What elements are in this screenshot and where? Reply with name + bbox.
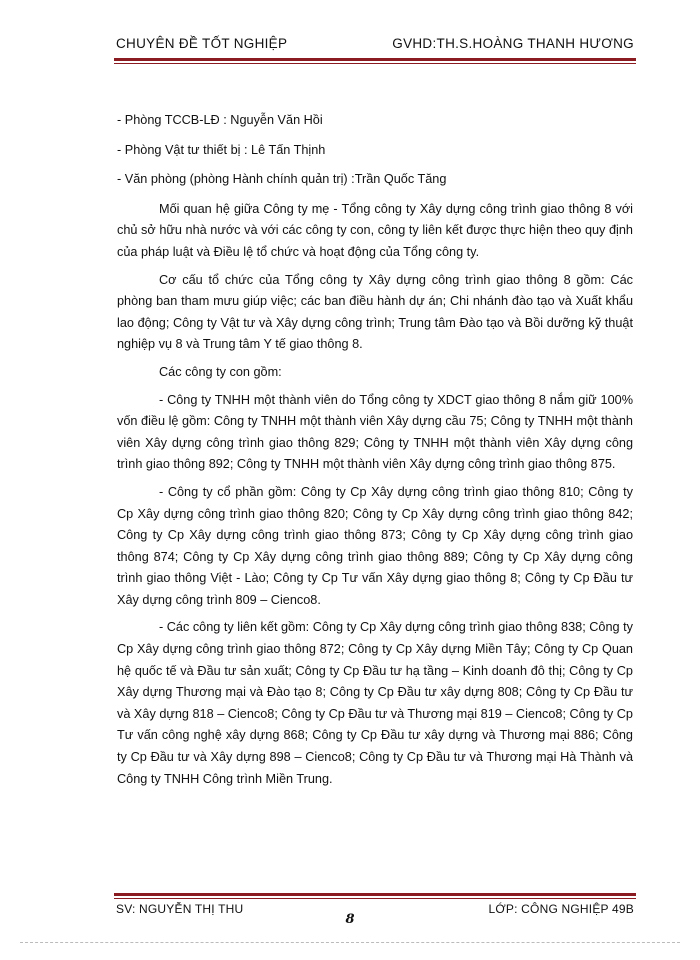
footer-rule-thin	[114, 898, 636, 899]
page-number: 8	[345, 912, 355, 927]
department-line: - Phòng Vật tư thiết bị : Lê Tấn Thịnh	[117, 142, 326, 157]
paragraph-relationship: Mối quan hệ giữa Công ty mẹ - Tổng công ty Xây dựng công trình giao thông 8 với chủ sở hữu nhà nước và với các công ty con, công ty liên kết được thực hiện theo quy định của pháp luật và Điều lệ tổ chức và hoạt động của Tổng công ty.	[117, 201, 633, 259]
header-supervisor: GVHD:TH.S.HOÀNG THANH HƯƠNG	[392, 36, 634, 51]
paragraph-subsidiaries-intro: Các công ty con gồm:	[159, 364, 282, 379]
header-course-title: CHUYÊN ĐỀ TỐT NGHIỆP	[116, 36, 288, 51]
paragraph-affiliates: - Các công ty liên kết gồm: Công ty Cp Xây dựng công trình giao thông 838; Công ty Cp Xây dựng công trình giao thông 872; Công ty Cp Xây dựng Miền Tây; Công ty Cp Quan hệ quốc tế và Đầu tư sản xuất; Công ty Cp Đầu tư hạ tầng – Kinh doanh đô thị; Công ty Cp Xây dựng Thương mại và Đào tạo 8; Công ty Cp Đầu tư xây dựng 808; Công ty Cp Đầu tư và Xây dựng 818 – Cienco8; Công ty Cp Đầu tư và Thương mại 819 – Cienco8; Công ty Cp Tư vấn công nghệ xây dựng 868; Công ty Cp Đầu tư xây dựng và Thương mại 886; Công ty Cp Đầu tư và Xây dựng 898 – Cienco8; Công ty Cp Đầu tư và Thương mại Hà Thành và Công ty TNHH Công trình Miền Trung.	[117, 620, 633, 786]
footer-student: SV: NGUYỄN THỊ THU	[116, 902, 244, 916]
page-break-dashed-line	[20, 942, 680, 943]
footer-rule-thick	[114, 893, 636, 896]
header-rule-thick	[114, 58, 636, 61]
page-header	[116, 36, 634, 56]
paragraph-joint-stock: - Công ty cổ phần gồm: Công ty Cp Xây dựng công trình giao thông 810; Công ty Cp Xây dựng công trình giao thông 820; Công ty Cp Xây dựng công trình giao thông 842; Công ty Cp Xây dựng công trình giao thông 873; Công ty Cp Xây dựng công trình giao thông 874; Công ty Cp Xây dựng công trình giao thông 889; Công ty Cp Xây dựng công trình giao thông Việt - Lào; Công ty Cp Tư vấn Xây dựng giao thông 8; Công ty Cp Đầu tư Xây dựng công trình 809 – Cienco8.	[117, 484, 633, 607]
paragraph-llc-subsidiaries: - Công ty TNHH một thành viên do Tổng công ty XDCT giao thông 8 nắm giữ 100% vốn điều lệ gồm: Công ty TNHH một thành viên Xây dựng cầu 75; Công ty TNHH một thành viên Xây dựng công trình giao thông 829; Công ty TNHH một thành viên Xây dựng công trình giao thông 892; Công ty TNHH một thành viên Xây dựng công trình giao thông 875.	[117, 392, 633, 472]
department-line: - Phòng TCCB-LĐ : Nguyễn Văn Hồi	[117, 113, 323, 127]
department-line: - Văn phòng (phòng Hành chính quản trị) :Trần Quốc Tăng	[117, 172, 447, 187]
paragraph-structure: Cơ cấu tổ chức của Tổng công ty Xây dựng công trình giao thông 8 gồm: Các phòng ban tham mưu giúp việc; các ban điều hành dự án; Chi nhánh đào tạo và Xuất khẩu lao động; Công ty Vật tư và Xây dựng công trình; Trung tâm Đào tạo và Bồi dưỡng kỹ thuật nghiệp vụ 8 và Trung tâm Y tế giao thông 8.	[117, 272, 633, 352]
document-body	[117, 110, 633, 796]
footer-class: LỚP: CÔNG NGHIỆP 49B	[488, 902, 634, 916]
header-rule-thin	[114, 63, 636, 64]
